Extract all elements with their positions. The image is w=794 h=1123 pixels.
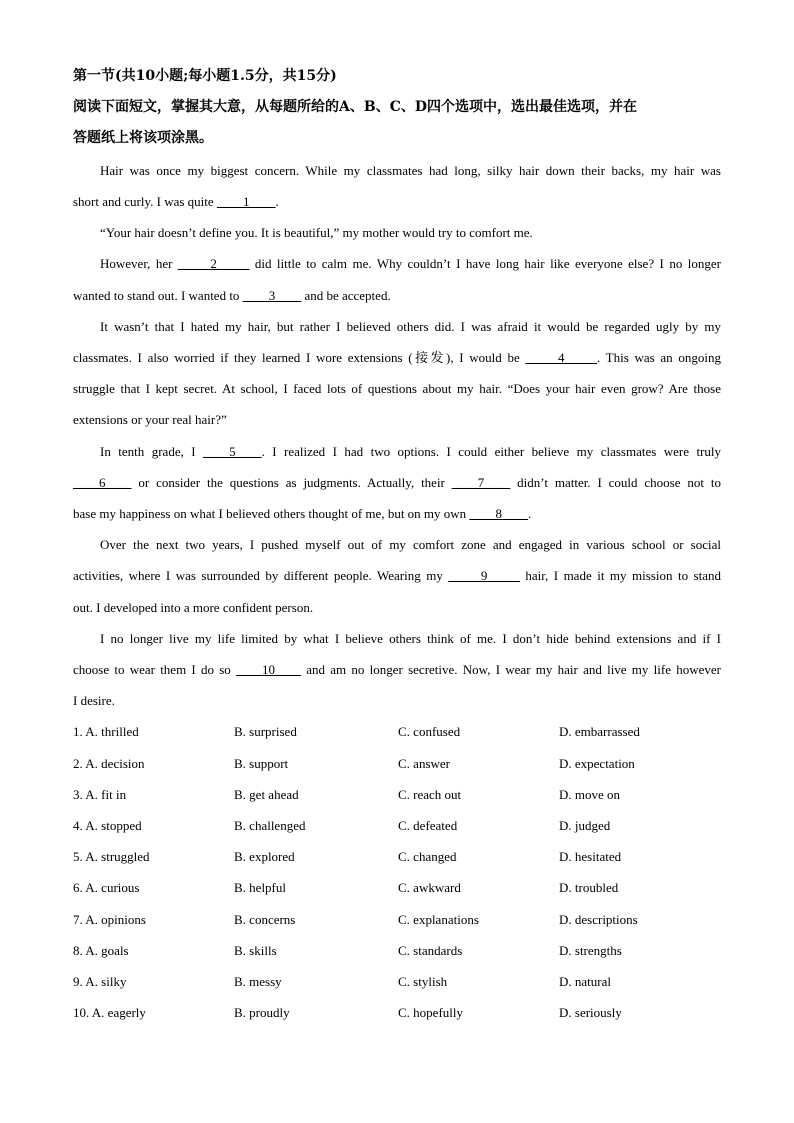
passage-line: ____6____ or consider the questions as judgments. Actually, their ____7____ didn’t matter. I could choose not to <box>73 475 721 490</box>
option-a[interactable]: 3. A. fit in <box>73 787 127 802</box>
option-b[interactable]: B. proudly <box>234 1005 290 1020</box>
option-row <box>73 912 733 928</box>
section-title: 第一节(共10小题;每小题1.5分，共15分) <box>73 68 337 84</box>
passage-line: base my happiness on what I believed others thought of me, but on my own ____8____. <box>73 506 532 521</box>
option-a[interactable]: 6. A. curious <box>73 880 140 895</box>
option-c[interactable]: C. stylish <box>398 974 448 989</box>
passage-line: “Your hair doesn’t define you. It is beautiful,” my mother would try to comfort me. <box>100 225 533 240</box>
passage-line: short and curly. I was quite ____1____. <box>73 194 279 209</box>
option-b[interactable]: B. helpful <box>234 880 286 895</box>
option-a[interactable]: 10. A. eagerly <box>73 1005 146 1020</box>
option-b[interactable]: B. concerns <box>234 912 296 927</box>
option-d[interactable]: D. move on <box>559 787 621 802</box>
option-a[interactable]: 5. A. struggled <box>73 849 150 864</box>
option-d[interactable]: D. judged <box>559 818 611 833</box>
option-d[interactable]: D. seriously <box>559 1005 622 1020</box>
option-b[interactable]: B. surprised <box>234 724 297 739</box>
passage-line: struggle that I kept secret. At school, I faced lots of questions about my hair. “Does your hair even grow? Are those <box>73 381 721 396</box>
passage-line: extensions or your real hair?” <box>73 412 227 427</box>
option-b[interactable]: B. challenged <box>234 818 306 833</box>
option-d[interactable]: D. descriptions <box>559 912 638 927</box>
option-row <box>73 943 733 959</box>
option-row <box>73 974 733 990</box>
instruction-line-1: 阅读下面短文，掌握其大意，从每题所给的A、B、C、D四个选项中，选出最佳选项，并在 <box>73 99 637 115</box>
blank-9: _____9_____ <box>448 568 520 583</box>
option-c[interactable]: C. awkward <box>398 880 461 895</box>
passage-line: activities, where I was surrounded by different people. Wearing my _____9_____ hair, I made it my mission to stand <box>73 568 721 583</box>
passage-line: classmates. I also worried if they learned I wore extensions (接发), I would be _____4_____. This was an ongoing <box>73 350 721 365</box>
option-a[interactable]: 1. A. thrilled <box>73 724 139 739</box>
instruction-line-2: 答题纸上将该项涂黑。 <box>73 130 213 146</box>
passage-line: I desire. <box>73 693 115 708</box>
option-c[interactable]: C. answer <box>398 756 450 771</box>
option-a[interactable]: 2. A. decision <box>73 756 145 771</box>
blank-2: _____2_____ <box>177 256 250 271</box>
option-d[interactable]: D. natural <box>559 974 611 989</box>
passage-line: wanted to stand out. I wanted to ____3____ and be accepted. <box>73 288 391 303</box>
option-a[interactable]: 4. A. stopped <box>73 818 142 833</box>
option-row <box>73 880 733 896</box>
blank-5: ____5____ <box>203 444 262 459</box>
passage-line: choose to wear them I do so ____10____ and am no longer secretive. Now, I wear my hair and live my life however <box>73 662 721 677</box>
option-c[interactable]: C. standards <box>398 943 463 958</box>
blank-3: ____3____ <box>242 288 302 303</box>
option-a[interactable]: 7. A. opinions <box>73 912 146 927</box>
option-row <box>73 1005 733 1021</box>
option-row <box>73 849 733 865</box>
option-c[interactable]: C. confused <box>398 724 461 739</box>
option-row <box>73 818 733 834</box>
option-c[interactable]: C. defeated <box>398 818 458 833</box>
option-d[interactable]: D. troubled <box>559 880 619 895</box>
blank-4: _____4_____ <box>525 350 597 365</box>
option-c[interactable]: C. hopefully <box>398 1005 463 1020</box>
option-c[interactable]: C. reach out <box>398 787 462 802</box>
option-a[interactable]: 9. A. silky <box>73 974 127 989</box>
option-b[interactable]: B. explored <box>234 849 295 864</box>
option-d[interactable]: D. hesitated <box>559 849 622 864</box>
option-b[interactable]: B. skills <box>234 943 277 958</box>
option-d[interactable]: D. expectation <box>559 756 635 771</box>
option-b[interactable]: B. get ahead <box>234 787 299 802</box>
option-b[interactable]: B. messy <box>234 974 282 989</box>
blank-6: ____6____ <box>73 475 132 490</box>
option-c[interactable]: C. explanations <box>398 912 479 927</box>
passage-line: In tenth grade, I ____5____. I realized I had two options. I could either believe my classmates were truly <box>100 444 721 459</box>
passage-line: I no longer live my life limited by what I believe others think of me. I don’t hide behind extensions and if I <box>100 631 721 646</box>
passage-line: However, her _____2_____ did little to calm me. Why couldn’t I have long hair like everyone else? I no longer <box>100 256 721 271</box>
option-row <box>73 787 733 803</box>
option-b[interactable]: B. support <box>234 756 289 771</box>
passage-line: Over the next two years, I pushed myself out of my comfort zone and engaged in various school or social <box>100 537 721 552</box>
option-row <box>73 756 733 772</box>
option-a[interactable]: 8. A. goals <box>73 943 129 958</box>
option-d[interactable]: D. strengths <box>559 943 622 958</box>
passage-line: Hair was once my biggest concern. While my classmates had long, silky hair down their backs, my hair was <box>100 163 721 178</box>
passage-line: It wasn’t that I hated my hair, but rather I believed others did. I was afraid it would be regarded ugly by my <box>100 319 721 334</box>
blank-8: ____8____ <box>469 506 528 521</box>
option-d[interactable]: D. embarrassed <box>559 724 640 739</box>
blank-1: ____1____ <box>216 194 276 209</box>
passage-line: out. I developed into a more confident person. <box>73 600 314 615</box>
option-row <box>73 724 733 740</box>
blank-7: ____7____ <box>451 475 511 490</box>
option-c[interactable]: C. changed <box>398 849 457 864</box>
blank-10: ____10____ <box>236 662 302 677</box>
